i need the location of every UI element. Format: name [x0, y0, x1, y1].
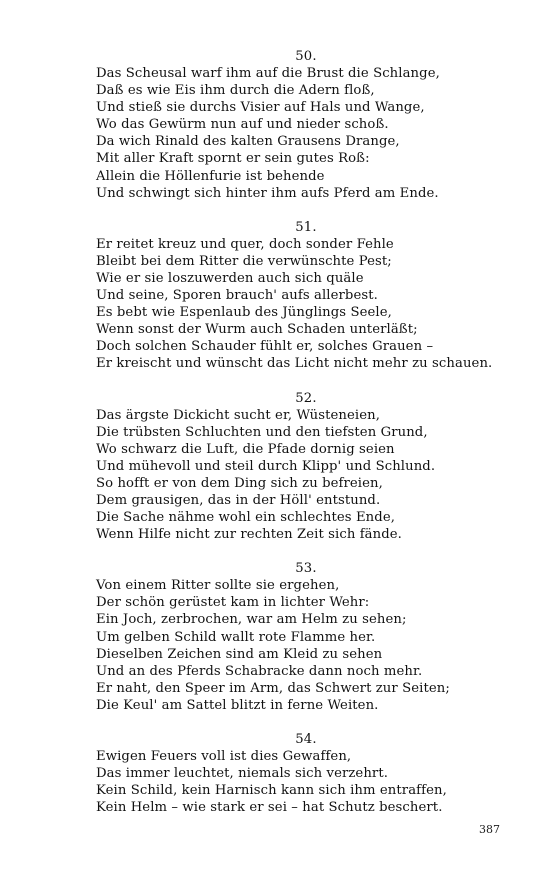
verse-line: Wo schwarz die Luft, die Pfade dornig seien — [96, 441, 395, 457]
verse-line: Da wich Rinald des kalten Grausens Drange, — [96, 134, 400, 150]
verse-line: Und stieß sie durchs Visier auf Hals und Wange, — [96, 100, 425, 116]
verse-line: Bleibt bei dem Ritter die verwünschte Pest; — [96, 253, 392, 269]
page-number: 387 — [479, 823, 500, 836]
verse-line: Dem grausigen, das in der Höll' entstund. — [96, 492, 381, 508]
verse-line: Daß es wie Eis ihm durch die Adern floß, — [96, 83, 375, 99]
verse-line: Das ärgste Dickicht sucht er, Wüsteneien, — [96, 407, 380, 423]
verse-line: Und seine, Sporen brauch' aufs allerbest. — [96, 288, 378, 304]
verse-line: Und mühevoll und steil durch Klipp' und Schlund. — [96, 458, 436, 474]
verse-line: Er reitet kreuz und quer, doch sonder Fehle — [96, 236, 394, 252]
poem-page — [96, 48, 516, 833]
stanza-51 — [96, 219, 516, 373]
verse-line: Er kreischt und wünscht das Licht nicht mehr zu schauen. — [96, 356, 493, 372]
verse-line: Wenn sonst der Wurm auch Schaden unterläßt; — [96, 322, 418, 338]
verse-line: Doch solchen Schauder fühlt er, solches Grauen – — [96, 339, 434, 355]
stanza-53 — [96, 560, 516, 714]
verse-line: Und an des Pferds Schabracke dann noch mehr. — [96, 663, 423, 679]
stanza-number: 51. — [295, 219, 317, 235]
verse-line: Mit aller Kraft spornt er sein gutes Roß: — [96, 151, 370, 167]
verse-line: Das immer leuchtet, niemals sich verzehrt. — [96, 766, 389, 782]
stanza-54 — [96, 731, 516, 816]
stanza-number: 53. — [295, 561, 317, 577]
verse-line: Ein Joch, zerbrochen, war am Helm zu sehen; — [96, 612, 407, 628]
verse-line: Allein die Höllenfurie ist behende — [96, 168, 325, 184]
verse-line: Von einem Ritter sollte sie ergehen, — [96, 578, 340, 594]
verse-line: Die Sache nähme wohl ein schlechtes Ende, — [96, 510, 396, 526]
stanza-52 — [96, 390, 516, 544]
verse-line: Um gelben Schild wallt rote Flamme her. — [96, 629, 376, 645]
verse-line: Die Keul' am Sattel blitzt in ferne Weiten. — [96, 697, 379, 713]
stanza-number: 52. — [295, 390, 317, 406]
verse-line: Kein Schild, kein Harnisch kann sich ihm entraffen, — [96, 783, 447, 799]
stanza-number: 54. — [295, 732, 317, 747]
verse-line: Die trübsten Schluchten und den tiefsten Grund, — [96, 424, 428, 440]
stanza-number: 50. — [295, 49, 317, 64]
verse-line: Der schön gerüstet kam in lichter Wehr: — [96, 595, 370, 611]
verse-line: Wie er sie loszuwerden auch sich quäle — [96, 270, 364, 286]
verse-line: Und schwingt sich hinter ihm aufs Pferd am Ende. — [96, 185, 439, 201]
verse-line: So hofft er von dem Ding sich zu befreien, — [96, 475, 383, 491]
stanza-50 — [96, 48, 516, 202]
verse-line: Wo das Gewürm nun auf und nieder schoß. — [96, 117, 389, 133]
verse-line: Er naht, den Speer im Arm, das Schwert zur Seiten; — [96, 680, 450, 696]
verse-line: Ewigen Feuers voll ist dies Gewaffen, — [96, 749, 352, 764]
verse-line: Es bebt wie Espenlaub des Jünglings Seele, — [96, 305, 392, 321]
verse-line: Dieselben Zeichen sind am Kleid zu sehen — [96, 646, 383, 662]
verse-line: Wenn Hilfe nicht zur rechten Zeit sich fände. — [96, 527, 402, 543]
verse-line: Kein Helm – wie stark er sei – hat Schutz beschert. — [96, 800, 443, 816]
verse-line: Das Scheusal warf ihm auf die Brust die Schlange, — [96, 66, 440, 81]
